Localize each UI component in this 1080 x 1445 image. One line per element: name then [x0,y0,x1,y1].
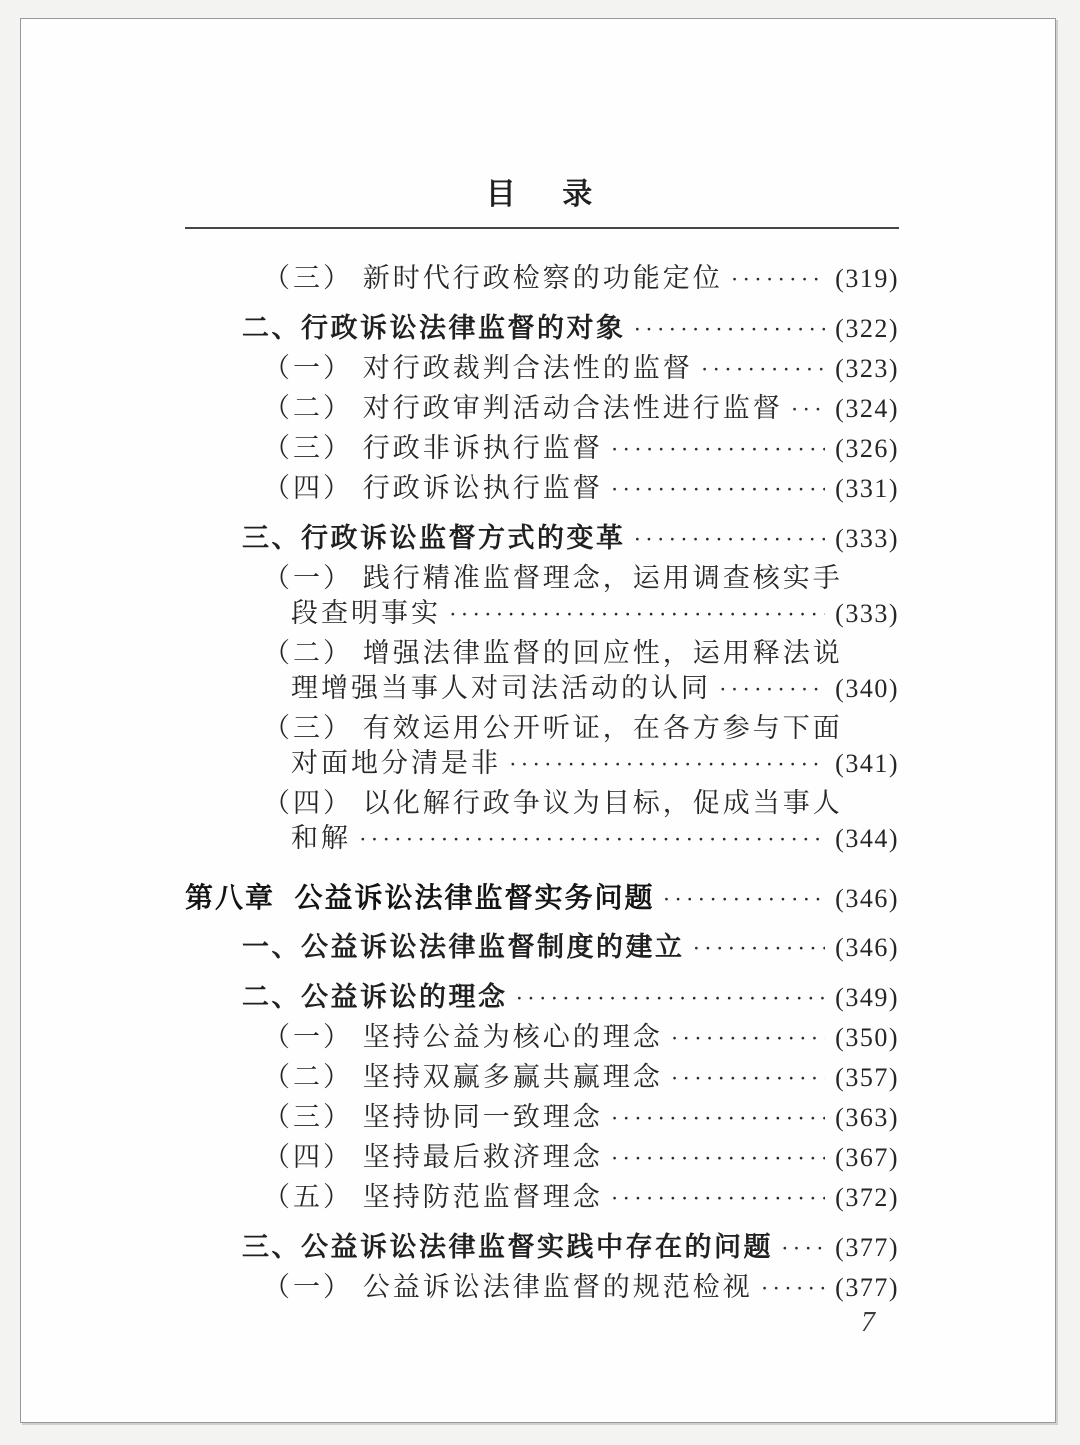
toc-entry-text: （三） 坚持协同一致理念 [263,1102,603,1132]
toc-entry [185,1230,899,1265]
page-title: 目 录 [485,178,599,211]
toc-page-number: (377) [835,1273,899,1302]
toc-entry-text: （五） 坚持防范监督理念 [263,1182,603,1212]
dot-leader [671,1062,825,1093]
toc-entry [185,1140,899,1175]
toc-page-number: (341) [835,749,899,778]
toc-entry [185,980,899,1015]
dot-leader [359,823,825,854]
dot-leader [701,353,825,384]
toc-entry-text: （三） 有效运用公开听证，在各方参与下面 [263,713,843,743]
dot-leader [761,1272,825,1303]
toc-page-number: (331) [835,474,899,503]
toc-entry [185,1270,899,1305]
toc-entry [185,1060,899,1095]
toc-entry [185,431,899,466]
toc-page-number: (322) [835,314,899,343]
title-rule [185,227,899,229]
toc-entry [185,1180,899,1215]
toc-entry-text: 和解 [291,823,351,853]
toc-page-number: (340) [835,674,899,703]
toc-entry-text: 三、行政诉讼监督方式的变革 [242,523,626,553]
dot-leader [449,598,825,629]
toc-entry-text: （一） 公益诉讼法律监督的规范检视 [263,1272,753,1302]
toc-page-number: (319) [835,264,899,293]
toc-entry [185,311,899,346]
toc-entry [185,391,899,426]
toc-page-number: (333) [835,599,899,628]
toc-page-number: (363) [835,1103,899,1132]
toc-page-number: (344) [835,824,899,853]
toc-page-number: (323) [835,354,899,383]
dot-leader [611,1102,825,1133]
toc-entry [185,880,899,915]
toc-entry-text: 段查明事实 [291,598,441,628]
toc-entry [185,1020,899,1055]
toc-entry-text: （二） 坚持双赢多赢共赢理念 [263,1062,663,1092]
dot-leader [516,982,826,1013]
toc-list [185,261,899,1305]
dot-leader [731,263,825,294]
dot-leader [671,1022,825,1053]
toc-entry [185,471,899,506]
dot-leader [611,1182,825,1213]
dot-leader [693,932,826,963]
toc-entry [185,261,899,296]
dot-leader [509,748,825,779]
toc-entry-text: （一） 坚持公益为核心的理念 [263,1022,663,1052]
toc-entry-text: （四） 以化解行政争议为目标，促成当事人 [263,788,843,818]
toc-entry-text: （一） 践行精准监督理念，运用调查核实手 [263,563,843,593]
toc-entry-text: 第八章 公益诉讼法律监督实务问题 [185,882,655,913]
toc-page-number: (377) [835,1233,899,1262]
book-page [20,18,1056,1423]
toc-entry [185,351,899,386]
dot-leader [719,673,825,704]
dot-leader [611,433,825,464]
toc-page-number: (349) [835,983,899,1012]
toc-entry-text: （四） 坚持最后救济理念 [263,1142,603,1172]
toc-entry-text: （一） 对行政裁判合法性的监督 [263,353,693,383]
toc-page-number: (367) [835,1143,899,1172]
toc-entry-text: （二） 增强法律监督的回应性，运用释法说 [263,638,843,668]
toc-entry [185,786,899,856]
toc-entry-text: 理增强当事人对司法活动的认同 [291,673,711,703]
toc-entry [185,636,899,706]
toc-entry-text: （三） 行政非诉执行监督 [263,433,603,463]
toc-page-number: (326) [835,434,899,463]
dot-leader [634,313,826,344]
toc-entry [185,521,899,556]
dot-leader [663,882,826,914]
page-number: 7 [861,1307,875,1338]
toc-entry [185,561,899,631]
toc-content [185,169,899,1310]
dot-leader [611,473,825,504]
dot-leader [781,1232,825,1263]
toc-entry-text: （三） 新时代行政检察的功能定位 [263,263,723,293]
toc-page-number: (333) [835,524,899,553]
toc-entry-text: 三、公益诉讼法律监督实践中存在的问题 [242,1232,773,1262]
toc-entry-text: （二） 对行政审判活动合法性进行监督 [263,393,783,423]
toc-entry [185,1100,899,1135]
toc-entry [185,930,899,965]
toc-page-number: (372) [835,1183,899,1212]
toc-page-number: (346) [835,884,899,913]
toc-page-number: (346) [835,933,899,962]
toc-page-number: (357) [835,1063,899,1092]
toc-entry-text: 二、公益诉讼的理念 [242,982,508,1012]
toc-page-number: (350) [835,1023,899,1052]
toc-entry-text: 一、公益诉讼法律监督制度的建立 [242,932,685,962]
dot-leader [634,523,826,554]
toc-entry-text: （四） 行政诉讼执行监督 [263,473,603,503]
toc-page-number: (324) [835,394,899,423]
toc-entry-text: 对面地分清是非 [291,748,501,778]
dot-leader [611,1142,825,1173]
toc-entry-text: 二、行政诉讼法律监督的对象 [242,313,626,343]
dot-leader [791,393,825,424]
toc-entry [185,711,899,781]
